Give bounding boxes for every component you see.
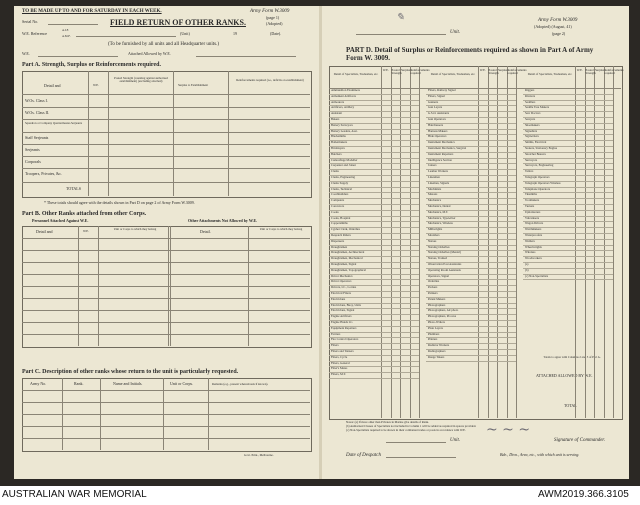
part-d-row-label: Tailors (525, 169, 534, 174)
part-d-small-col-header: Reinforcements required (604, 68, 624, 75)
part-d-row-label: Electrical Fitters (331, 291, 351, 295)
part-d-row-label: Painters (428, 291, 438, 295)
unit-line (76, 36, 176, 37)
part-b-col-detail-right: Detail. (200, 229, 211, 234)
part-d-row-label: Wireless (525, 250, 536, 255)
we-label: W.E. (22, 51, 30, 56)
part-d-row-label: Fitters, Cycle (331, 354, 348, 359)
part-d-row-label: Fitters (331, 343, 339, 348)
part-d-row-label: Nursing Orderlies (428, 244, 450, 249)
page-number-right: (page 2) (552, 31, 566, 36)
serial-no-line (48, 24, 98, 25)
bde-note: Bde., Divn., Area, etc., with which unit is serving. (500, 452, 580, 457)
part-d-row-label: G.S.O. Assistants (428, 111, 450, 116)
part-d-row-label: Despatch Riders (331, 233, 351, 237)
part-d-row-label: Moulders (428, 233, 440, 237)
part-d-row-label: Stokers, Stationary Engine (525, 146, 558, 150)
part-d-row-label: Instrument Repairers (428, 151, 454, 156)
attached-allowed-label: Attached Allowed by W.E. (128, 51, 171, 56)
part-d-row-label: Surveyors, Engineering (525, 163, 554, 168)
part-d-row-label: Driver Mechanics (331, 273, 353, 278)
part-a-col-posted: Posted Strength (counting against authorised establishment) (excluding attached) (114, 76, 168, 83)
part-d-row-label: Battery Surveyors (331, 122, 353, 127)
part-d-row-label: Fitters, Railway Signal (428, 88, 456, 92)
part-d-col-header: Detail of Specialists, Tradesmen, etc. (527, 72, 573, 76)
date-despatch-line (386, 457, 456, 458)
part-d-row-label: Masons (428, 192, 438, 197)
part-d-row-label: Engine Artificers (331, 314, 352, 319)
part-d-row-label: Gun Layers (428, 105, 443, 110)
part-b-title: Part B. Other Ranks attached from other Corps. (22, 211, 147, 217)
part-d-row-label: Wheelwrights (525, 244, 542, 249)
part-d-row-label: Saddlers (525, 99, 536, 104)
adopted-label: (Adopted) (266, 21, 283, 26)
part-d-row-label: Instrument Mechanics, Surgical (428, 146, 467, 150)
part-d-row-label: Fitters, Signal (428, 93, 445, 98)
part-d-col-header: Detail of Specialists, Tradesmen, etc. (333, 72, 379, 76)
part-d-row-label: Observation Post Assistants (428, 262, 462, 266)
part-c-title: Part C. Description of other ranks whose return to the unit is particularly requested. (22, 369, 239, 375)
part-d-row-label: Telegraph Operators Wireless (525, 180, 561, 185)
printer-credit: Govt. Print., Melbourne. (244, 453, 274, 457)
part-a-totals-row: TOTALS (66, 186, 81, 191)
part-d-row-label: Orderlies (428, 279, 440, 284)
part-d-row-label: Butchers (331, 151, 342, 156)
unit-footer-label: Unit. (450, 438, 461, 443)
total-label: TOTAL (564, 403, 577, 408)
we-ref-label: W.E. Reference (22, 31, 48, 36)
part-d-row-label: (c) Non-Specialists (525, 273, 549, 278)
part-d-row-label: Mechanics, Dental (428, 204, 451, 208)
part-d-small-col-header: W.E. (576, 68, 583, 72)
part-b-sub-right: Other Attachments Not Allowed by W.E. (188, 218, 258, 223)
field-return-title: FIELD RETURN OF OTHER RANKS. (110, 18, 246, 27)
part-b-sub-left: Personnel Attached Against W.E. (32, 218, 89, 223)
part-d-small-col-header: Posted Strength (585, 68, 596, 75)
part-a-note: * These totals should agree with the details shown in Part D on page 2 of Army Form W.3009. (44, 200, 195, 205)
part-d-small-col-header: Reinforcements required (410, 68, 430, 75)
part-a-row: Corporals (25, 159, 41, 164)
part-d-row-label: Boilermakers (331, 140, 348, 145)
part-d-row-label: Intelligence Section (428, 157, 452, 162)
part-d-row-label: Battery Leaders, Asst. (331, 128, 358, 133)
part-d-row-label: Nurses, Trained (428, 256, 448, 261)
part-d-row-label: Armourers (331, 99, 344, 104)
part-d-row-label: Computers (331, 198, 345, 203)
part-d-row-label: Surveyors (525, 157, 538, 162)
part-d-row-label: Riggers (525, 88, 535, 92)
year-prefix: 19 (233, 31, 237, 36)
page-fold (319, 6, 322, 479)
adopted-label-right: (Adopted) (August, 41) (534, 24, 572, 29)
part-d-row-label: Nursing Orderlies (Mental) (428, 250, 461, 255)
part-d-row-label: Photographers, Air photo (428, 308, 459, 313)
part-d-row-label: Bricklayers (331, 146, 345, 150)
part-d-row-label: Fire Control Operators (331, 337, 359, 342)
part-d-row-label: Electricians, Buoy, Units (331, 302, 361, 307)
part-d-row-label: Photographers (428, 302, 446, 307)
part-d-small-col-header: Surplus (401, 68, 411, 72)
part-d-row-label: Range Takers (428, 354, 445, 359)
part-d-row-label: Radiographers (428, 349, 446, 353)
part-d-col-header: Detail of Specialists, Tradesmen, etc. (430, 72, 476, 76)
part-d-row-label: Electricians, Signal (331, 308, 355, 313)
part-d-small-col-header: Posted Strength (488, 68, 499, 75)
part-d-row-label: Carpenter and Joiner (331, 163, 356, 168)
serial-no-label: Serial No. (22, 19, 39, 24)
part-d-row-label: Drivers, I.C., Lorries (331, 285, 357, 290)
part-d-row-label: Clerks (331, 169, 339, 174)
part-d-row-label: Operators, Signal (428, 273, 449, 278)
part-d-row-label: Draughtsmen, Mechanical (331, 256, 363, 261)
note-line: Notes: (a) If more other than Privates in Marine give details of Rank. (346, 420, 429, 424)
part-d-row-label: Artificers, Artillery (331, 105, 355, 110)
part-d-small-col-header: Posted Strength (391, 68, 402, 75)
part-d-row-label: Fitters, M.T. (331, 372, 346, 377)
we-line (38, 56, 118, 57)
part-d-row-label: (a) (525, 262, 529, 266)
part-d-row-label: Telephone Operators (525, 186, 551, 191)
part-d-row-label: Nurses (428, 238, 437, 243)
part-d-row-label: Signwriters (525, 134, 539, 139)
part-d-row-label: Draughtsmen (331, 244, 348, 249)
part-d-row-label: Mechanics, M.T. (428, 209, 449, 214)
part-d-row-label: Cooks, Hospital (331, 215, 351, 220)
part-d-row-label: Wagon Drivers (525, 221, 544, 226)
part-d-small-col-header: Surplus (498, 68, 508, 72)
part-c-col-name: Name and Initials. (113, 381, 143, 386)
part-d-row-label: Electricians (331, 296, 346, 301)
part-a-col-detail: Detail and (44, 83, 61, 88)
part-d-row-label: Plumbers (428, 331, 440, 336)
part-d-row-label: Machinists (428, 186, 442, 191)
part-d-row-label: (b) (525, 267, 529, 272)
part-d-row-label: Ammunition Examiners (331, 88, 360, 92)
part-d-row-label: Dispensers (331, 238, 345, 243)
part-d-row-label: Mechanics (428, 198, 441, 203)
footer-accession-number: AWM2019.366.3105 (538, 489, 629, 500)
part-c-col-army-no: Army No. (30, 381, 47, 386)
we-ref-amf: A.M.F. (62, 34, 71, 38)
part-c-col-unit: Unit or Corps. (170, 381, 193, 386)
part-d-row-label: Upholsterers (525, 209, 541, 214)
part-d-small-col-header: W.E. (479, 68, 486, 72)
part-d-row-label: Gunners (428, 99, 439, 104)
part-d-row-label: Cypher Clerk, Orderlies (331, 227, 360, 232)
part-d-row-label: Draughtsmen, Architectural (331, 250, 365, 255)
attached-allowed-right: ATTACHED ALLOWED BY W.E. (536, 373, 593, 378)
right-page (326, 6, 624, 479)
signature-label: Signature of Commander. (554, 438, 606, 443)
part-a-row: Staff Serjeants (25, 135, 49, 140)
part-d-row-label: Riveters (525, 93, 535, 98)
part-a-col-surplus: Surplus to Establishment (178, 83, 208, 87)
part-d-row-label: Linesmen (428, 175, 440, 179)
attached-line (196, 56, 296, 57)
part-d-row-label: Telegraph Operators (525, 175, 550, 179)
part-d-row-label: Joiners (428, 163, 437, 168)
army-form-number: Army Form W.3009 (250, 9, 290, 14)
part-d-row-label: Driver Operators (331, 279, 352, 284)
part-d-row-label: Fitters and Turners (331, 349, 354, 353)
part-a-row: W.Os. Class II. (25, 110, 50, 115)
part-d-row-label: Printers (428, 337, 438, 342)
part-d-row-label: Toolmakers (525, 198, 540, 203)
part-d-row-label: Signallers (525, 128, 537, 133)
part-d-row-label: Hairdressers (428, 122, 443, 127)
part-d-row-label: Mechanics, Wireless (428, 221, 453, 226)
part-d-row-label: Cooks (331, 209, 339, 214)
army-form-number-right: Army Form W.3009 (538, 18, 578, 23)
part-d-row-label: Packers (428, 285, 438, 290)
part-c-col-remarks: Remarks (e.g., present whereabouts if known). (212, 382, 269, 386)
part-d-row-label: Operating Room Assistants (428, 267, 461, 272)
date-label: (Date). (270, 31, 282, 36)
part-d-row-label: Sawyers (525, 117, 536, 121)
we-ref-aif: A.I.F. (62, 28, 69, 32)
part-a-col-we: W.E. (93, 83, 99, 87)
part-d-row-label: Leather Workers (428, 169, 448, 174)
date-despatch-label: Date of Despatch (346, 453, 381, 458)
top-instruction: TO BE MADE UP TO AND FOR SATURDAY IN EACH WEEK. (22, 9, 162, 14)
part-d-row-label: Waterproofers (525, 233, 543, 237)
part-d-row-label: Clerks, Technical (331, 186, 352, 191)
part-d-row-label: Gun Operators (428, 117, 446, 121)
part-d-row-label: Photo-Writers (428, 320, 445, 324)
part-d-row-label: Engine Hands I.C. (331, 320, 354, 324)
part-b-col-we: W.E. (83, 229, 89, 233)
part-d-row-label: Armament Artificers (331, 93, 356, 98)
part-d-row-label: Fitters, General (331, 360, 350, 365)
part-a-row: Serjeants (25, 147, 40, 152)
part-d-row-label: Blacksmiths (331, 134, 346, 139)
part-b-col-unit: Unit or Corps to which they belong (113, 227, 157, 231)
furnished-note: (To be furnished by all units and all Headquarter units.) (108, 42, 220, 47)
part-b-col-unit-right: Unit or Corps to which they belong (259, 227, 303, 231)
part-d-row-label: Draughtsmen, Signal (331, 262, 357, 266)
part-b-col-detail: Detail and (36, 229, 53, 234)
part-d-title: PART D. Detail of Surplus or Reinforcements required as shown in Part A of Army Form W. 3009. (346, 46, 594, 63)
part-c-col-rank: Rank. (74, 381, 84, 386)
handwritten-unit: ✎ (396, 12, 405, 23)
part-d-row-label: Coachbuilders (331, 192, 349, 197)
part-d-small-col-header: Surplus (595, 68, 605, 72)
unit-footer-line (386, 442, 446, 443)
part-a-row: Squadron or Company Quartermaster-Serjeants (25, 121, 83, 125)
part-d-row-label: Harness Makers (428, 128, 448, 133)
note-line: (c) Non-Specialists required to be shown in their combatant trades or posts in accordance with W.E. (346, 428, 466, 432)
part-d-row-label: Equipment Repairers (331, 325, 357, 330)
left-page (18, 6, 316, 479)
part-d-row-label: Plate Layers (428, 325, 443, 330)
part-b-table (22, 226, 312, 348)
part-d-row-label: Patent Makers (428, 296, 446, 301)
part-d-row-label: Stretcher Bearers (525, 151, 546, 156)
part-d-row-label: Turners (525, 204, 535, 208)
part-d-row-label: Draughtsmen, Topographical (331, 267, 366, 272)
part-d-row-label: Watchmakers (525, 227, 542, 232)
part-a-col-reinforcements: Reinforcements required (i.e., deficits on establishment) (236, 78, 304, 82)
part-d-row-label: Fitter's Mates (331, 366, 348, 371)
part-a-row: W.Os. Class I. (25, 98, 48, 103)
page-number: (page 1) (266, 15, 280, 20)
part-d-row-label: Clerks, Engineering (331, 175, 355, 179)
part-d-row-label: Instrument Mechanics (428, 140, 455, 145)
part-a-row: Troopers, Privates, &c. (25, 171, 63, 176)
part-d-row-label: Concretors (331, 204, 345, 208)
part-d-row-label: Welders (525, 238, 535, 243)
part-d-row-label: Smiths, Electrical (525, 140, 547, 145)
unit-line-right (356, 34, 446, 35)
part-d-row-label: Bakers (331, 117, 340, 121)
part-d-row-label: Clerks Supply (331, 180, 349, 185)
part-d-row-label: Linemen, Signals (428, 180, 449, 185)
part-a-table (22, 71, 312, 198)
part-d-row-label: Saw Doctors (525, 111, 541, 116)
part-d-small-col-header: W.E. (382, 68, 389, 72)
part-d-row-label: Camouflage Modeller (331, 157, 358, 162)
part-d-row-label: Vulcanisers (525, 215, 539, 220)
part-d-row-label: Shoemakers (525, 122, 540, 127)
handwritten-signature: ~ ~ ~ (486, 422, 531, 438)
part-a-title: Part A. Strength, Surplus or Reinforcements required. (22, 62, 161, 68)
part-d-row-label: Coppersmiths (331, 221, 348, 226)
note-line: (b) Authorised Classes of Specialists not included in Column 1 will be added as required in spaces provided. (346, 424, 477, 428)
unit-label-right: Unit. (450, 30, 461, 35)
part-d-row-label: Photographers, Process (428, 314, 456, 319)
part-d-row-label: Radiator Workers (428, 343, 450, 348)
part-d-row-label: Farriers (331, 331, 341, 336)
part-d-row-label: Saddle Tree Makers (525, 105, 549, 110)
part-d-row-label: Millwrights (428, 227, 443, 232)
part-d-small-col-header: Reinforcements required (507, 68, 527, 75)
part-d-row-label: Assistant (331, 111, 343, 116)
totals-note: Totals to agree with Columns 2 and 3 of Part A. (543, 355, 601, 359)
part-d-row-label: Woodworkers (525, 256, 542, 261)
part-d-row-label: Tinsmiths (525, 192, 537, 197)
part-d-row-label: Hide Operators (428, 134, 447, 139)
footer-credit: AUSTRALIAN WAR MEMORIAL (2, 489, 147, 500)
unit-label: (Unit) (180, 31, 190, 36)
part-d-row-label: Mechanics, Typewriter (428, 215, 456, 220)
